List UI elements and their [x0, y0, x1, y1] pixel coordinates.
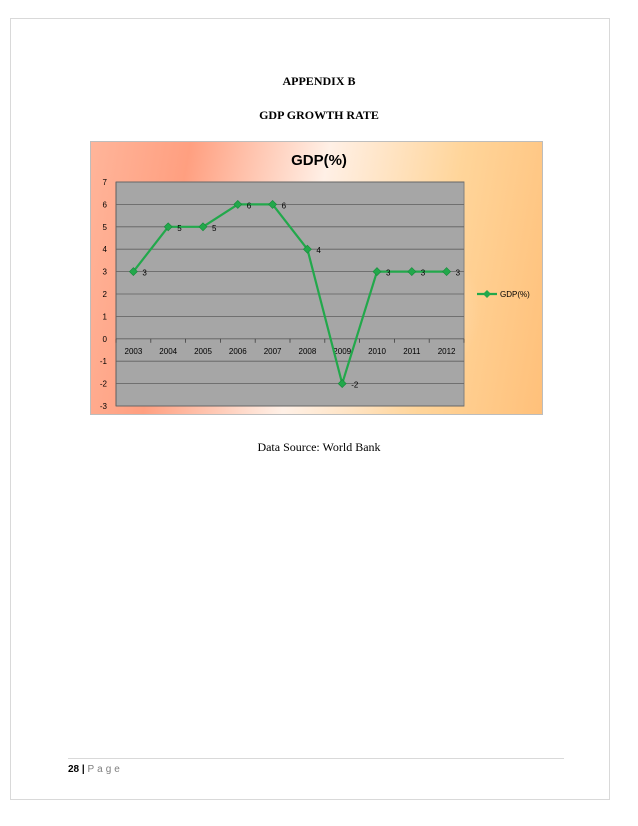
- x-tick-label: 2012: [437, 346, 456, 356]
- data-label: -2: [351, 380, 359, 390]
- footer-separator: |: [81, 764, 85, 775]
- x-tick-label: 2007: [263, 346, 282, 356]
- page-label: Page: [87, 764, 123, 775]
- data-label: 5: [212, 223, 217, 233]
- x-tick-label: 2011: [403, 346, 421, 356]
- x-tick-label: 2010: [368, 346, 386, 356]
- y-tick-label: -1: [99, 357, 107, 367]
- y-tick-label: -3: [99, 402, 107, 411]
- data-label: 3: [455, 268, 461, 278]
- gdp-line-chart: [91, 142, 544, 416]
- data-label: 4: [316, 246, 321, 256]
- y-tick-label: -2: [99, 379, 107, 389]
- y-tick-label: 4: [102, 245, 107, 255]
- data-label: 3: [386, 268, 391, 278]
- x-tick-label: 2004: [159, 346, 178, 356]
- x-tick-label: 2003: [124, 346, 143, 356]
- x-tick-label: 2005: [194, 346, 212, 356]
- footer-divider: [68, 758, 564, 759]
- y-tick-label: 5: [102, 222, 107, 232]
- y-tick-label: 3: [102, 267, 107, 277]
- data-label: 5: [177, 223, 182, 233]
- y-tick-label: 6: [102, 200, 107, 210]
- section-subtitle: GDP GROWTH RATE: [259, 108, 379, 122]
- data-label: 3: [420, 268, 426, 278]
- x-tick-label: 2009: [333, 346, 352, 356]
- x-tick-label: 2006: [228, 346, 247, 356]
- legend-label: GDP(%): [500, 290, 530, 299]
- data-label: 6: [281, 201, 287, 211]
- y-tick-label: 2: [102, 290, 107, 299]
- x-tick-label: 2008: [298, 346, 317, 356]
- legend-marker: [483, 290, 491, 298]
- chart-title: GDP(%): [291, 152, 347, 169]
- y-tick-label: 1: [102, 312, 107, 322]
- chart-area: [90, 141, 543, 415]
- y-tick-label: 0: [102, 334, 107, 344]
- page-footer: [68, 764, 123, 775]
- data-label: 3: [142, 268, 147, 278]
- data-label: 6: [246, 201, 252, 211]
- y-tick-label: 7: [102, 178, 107, 187]
- data-source-caption: Data Source: World Bank: [257, 440, 381, 454]
- page-number: 28: [68, 764, 80, 775]
- appendix-heading: APPENDIX B: [282, 74, 356, 88]
